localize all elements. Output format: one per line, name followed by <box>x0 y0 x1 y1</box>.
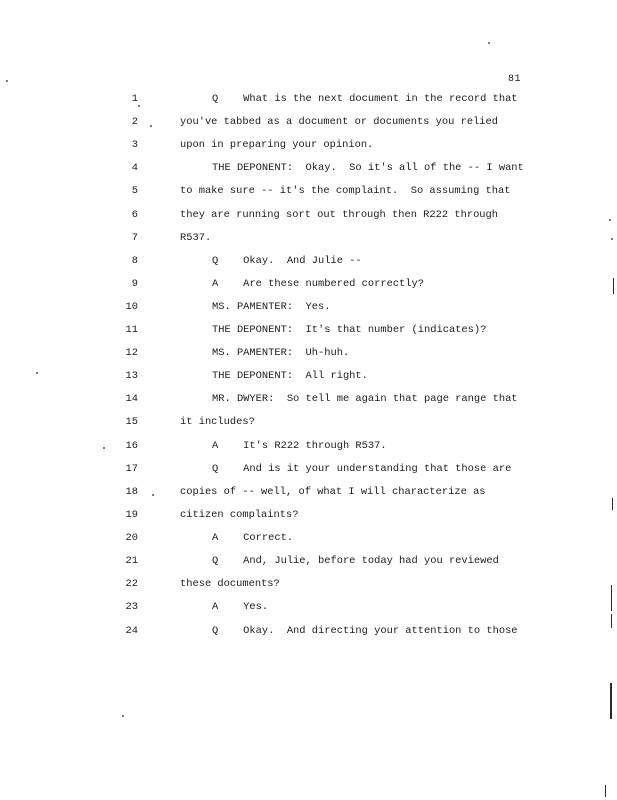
transcript-line <box>0 299 617 315</box>
line-number: 18 <box>125 486 138 498</box>
transcript-line <box>0 484 617 500</box>
transcript-line <box>0 114 617 130</box>
line-number: 15 <box>125 416 138 428</box>
transcript-line <box>0 438 617 454</box>
line-text: it includes? <box>180 416 255 428</box>
line-text: copies of -- well, of what I will characterize as <box>180 486 486 498</box>
transcript-line <box>0 160 617 176</box>
line-number: 16 <box>125 440 138 452</box>
line-text: Q And is it your understanding that those are <box>212 463 512 475</box>
line-number: 6 <box>131 209 138 221</box>
line-text: THE DEPONENT: All right. <box>212 370 368 382</box>
line-number: 20 <box>125 532 138 544</box>
transcript-line <box>0 576 617 592</box>
transcript-line <box>0 183 617 199</box>
line-text: to make sure -- it's the complaint. So assuming that <box>180 185 511 197</box>
transcript-line <box>0 322 617 338</box>
transcript-line <box>0 461 617 477</box>
transcript-line <box>0 368 617 384</box>
line-number: 1 <box>131 93 138 105</box>
line-number: 5 <box>131 185 138 197</box>
line-text: Q Okay. And Julie -- <box>212 255 362 267</box>
scan-mark <box>613 278 614 294</box>
scan-speck <box>488 42 490 44</box>
line-text: you've tabbed as a document or documents you relied <box>180 116 499 128</box>
line-number: 8 <box>131 255 138 267</box>
scan-speck <box>122 715 124 717</box>
line-number: 11 <box>125 324 138 336</box>
page-number: 81 <box>508 74 522 85</box>
line-number: 23 <box>125 601 138 613</box>
transcript-line <box>0 91 617 107</box>
transcript-line <box>0 507 617 523</box>
line-text: Q And, Julie, before today had you reviewed <box>212 555 499 567</box>
scan-mark <box>605 785 606 797</box>
scan-mark <box>612 498 613 510</box>
line-number: 2 <box>131 116 138 128</box>
line-text: A Are these numbered correctly? <box>212 278 425 290</box>
transcript-line <box>0 623 617 639</box>
line-text: THE DEPONENT: It's that number (indicates)? <box>212 324 487 336</box>
line-number: 9 <box>131 278 138 290</box>
line-text: Q What is the next document in the record that <box>212 93 518 105</box>
transcript-line <box>0 276 617 292</box>
line-text: these documents? <box>180 578 280 590</box>
scan-speck <box>138 105 140 107</box>
line-text: MS. PAMENTER: Uh-huh. <box>212 347 350 359</box>
scan-speck <box>6 80 8 82</box>
line-number: 3 <box>131 139 138 151</box>
scan-mark <box>610 683 612 719</box>
line-number: 7 <box>131 232 138 244</box>
line-text: R537. <box>180 232 212 244</box>
scan-speck <box>611 238 613 240</box>
transcript-line <box>0 137 617 153</box>
line-number: 12 <box>125 347 138 359</box>
line-text: citizen complaints? <box>180 509 299 521</box>
scan-speck <box>609 219 611 221</box>
line-number: 10 <box>125 301 138 313</box>
line-number: 19 <box>125 509 138 521</box>
line-number: 22 <box>125 578 138 590</box>
line-number: 4 <box>131 162 138 174</box>
scan-speck <box>150 125 152 127</box>
line-number: 14 <box>125 393 138 405</box>
transcript-line <box>0 253 617 269</box>
scan-mark <box>611 614 612 628</box>
transcript-line <box>0 207 617 223</box>
line-text: A It's R222 through R537. <box>212 440 387 452</box>
line-number: 24 <box>125 625 138 637</box>
line-number: 17 <box>125 463 138 475</box>
line-text: MR. DWYER: So tell me again that page range that <box>212 393 518 405</box>
line-text: Q Okay. And directing your attention to those <box>212 625 518 637</box>
line-number: 13 <box>125 370 138 382</box>
line-text: MS. PAMENTER: Yes. <box>212 301 331 313</box>
line-text: A Correct. <box>212 532 294 544</box>
scan-mark <box>611 585 612 611</box>
line-text: upon in preparing your opinion. <box>180 139 374 151</box>
line-text: they are running sort out through then R222 through <box>180 209 499 221</box>
transcript-line <box>0 414 617 430</box>
transcript-line <box>0 345 617 361</box>
transcript-line <box>0 530 617 546</box>
line-text: THE DEPONENT: Okay. So it's all of the -- I want <box>212 162 524 174</box>
transcript-line <box>0 553 617 569</box>
transcript-line <box>0 391 617 407</box>
transcript-line <box>0 599 617 615</box>
scan-speck <box>103 447 105 449</box>
line-number: 21 <box>125 555 138 567</box>
scan-speck <box>36 372 38 374</box>
line-text: A Yes. <box>212 601 269 613</box>
scan-speck <box>152 494 154 496</box>
transcript-line <box>0 230 617 246</box>
